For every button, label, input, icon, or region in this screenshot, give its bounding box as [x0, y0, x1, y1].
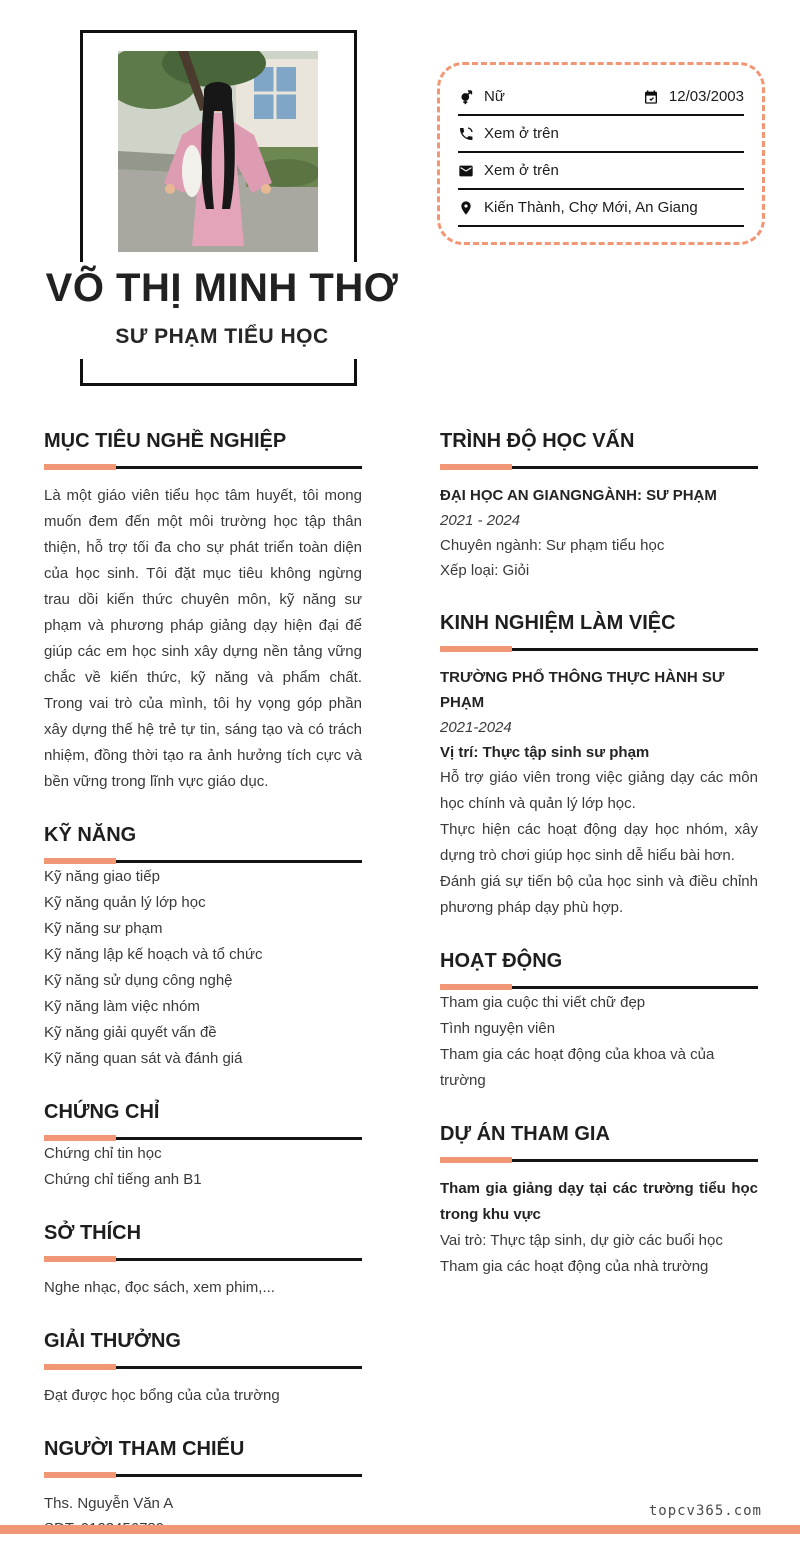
education-major: Chuyên ngành: Sư phạm tiểu học	[440, 537, 665, 554]
name-title-block	[20, 262, 424, 359]
gender-value: Nữ	[484, 88, 505, 105]
contact-row-address	[458, 190, 744, 227]
activities-list	[440, 990, 758, 1094]
left-column	[44, 428, 362, 1568]
education-school: ĐẠI HỌC AN GIANGNGÀNH: SƯ PHẠM	[440, 487, 717, 504]
projects-title: DỰ ÁN THAM GIA	[440, 1123, 610, 1145]
address-value: Kiến Thành, Chợ Mới, An Giang	[484, 199, 698, 216]
project-note: Tham gia các hoạt động của nhà trường	[440, 1258, 709, 1275]
section-activities	[440, 948, 758, 1094]
skill-item: Kỹ năng quản lý lớp học	[44, 894, 206, 911]
project-role: Vai trò: Thực tập sinh, dự giờ các buổi học	[440, 1232, 723, 1249]
objective-text: Là một giáo viên tiểu học tâm huyết, tôi mong muốn đem đến một môi trường học tập thân thiện, hỗ trợ tối đa cho sự phát triển toàn diện của học sinh. Tôi đặt mục tiêu không ngừng trau dồi kiến thức chuyên môn, kỹ năng sư phạm và phương pháp giảng dạy hiện đại để giúp các em học sinh xây dựng nền tảng vững chắc về kiến thức, kỹ năng và phẩm chất. Trong vai trò của mình, tôi hy vọng góp phần xây dựng thế hệ trẻ tự tin, sáng tạo và có trách nhiệm, đồng thời tạo ra ảnh hưởng tích cực và bền vững trong lĩnh vực giáo dục.	[44, 487, 362, 790]
project-name: Tham gia giảng dạy tại các trường tiểu học trong khu vực	[440, 1180, 758, 1223]
phone-value: Xem ở trên	[484, 125, 559, 142]
hobbies-text: Nghe nhạc, đọc sách, xem phim,...	[44, 1279, 275, 1296]
objective-title: MỤC TIÊU NGHỀ NGHIỆP	[44, 430, 287, 452]
education-title: TRÌNH ĐỘ HỌC VẤN	[440, 430, 635, 452]
profile-photo	[118, 51, 318, 252]
section-underline	[440, 646, 758, 652]
phone-icon	[458, 126, 474, 142]
hobbies-title: SỞ THÍCH	[44, 1222, 142, 1244]
activity-item: Tham gia các hoạt động của khoa và của trường	[440, 1046, 715, 1089]
section-awards	[44, 1328, 362, 1409]
section-certificates	[44, 1099, 362, 1193]
activity-item: Tham gia cuộc thi viết chữ đẹp	[440, 994, 646, 1011]
location-pin-icon	[458, 200, 474, 216]
right-column	[440, 428, 758, 1307]
section-education	[440, 428, 758, 583]
skill-item: Kỹ năng giải quyết vấn đề	[44, 1024, 217, 1041]
section-experience	[440, 610, 758, 921]
section-skills	[44, 822, 362, 1072]
certificates-title: CHỨNG CHỈ	[44, 1101, 160, 1123]
activity-item: Tình nguyện viên	[440, 1020, 556, 1037]
experience-company: TRƯỜNG PHỔ THÔNG THỰC HÀNH SƯ PHẠM	[440, 669, 725, 711]
experience-period: 2021-2024	[440, 719, 512, 736]
contact-row-email	[458, 153, 744, 190]
section-underline	[44, 1472, 362, 1478]
skill-item: Kỹ năng lập kế hoạch và tổ chức	[44, 946, 263, 963]
section-underline	[44, 464, 362, 470]
skill-item: Kỹ năng sử dụng công nghệ	[44, 972, 233, 989]
section-underline	[44, 1364, 362, 1370]
awards-title: GIẢI THƯỞNG	[44, 1330, 181, 1352]
education-period: 2021 - 2024	[440, 512, 521, 529]
skill-item: Kỹ năng giao tiếp	[44, 868, 160, 885]
experience-duty: Đánh giá sự tiến bộ của học sinh và điều chỉnh phương pháp dạy phù hợp.	[440, 873, 758, 916]
skill-item: Kỹ năng quan sát và đánh giá	[44, 1050, 243, 1067]
reference-name: Ths. Nguyễn Văn A	[44, 1495, 174, 1512]
dob-value: 12/03/2003	[668, 88, 744, 105]
skill-item: Kỹ năng sư phạm	[44, 920, 163, 937]
certificate-item: Chứng chỉ tin học	[44, 1145, 162, 1162]
section-underline	[440, 464, 758, 470]
experience-duty: Thực hiện các hoạt động dạy học nhóm, xây dựng trò chơi giúp học sinh dễ hiểu bài hơn.	[440, 821, 758, 864]
section-underline	[440, 1157, 758, 1163]
section-hobbies	[44, 1220, 362, 1301]
certificate-item: Chứng chỉ tiếng anh B1	[44, 1171, 202, 1188]
references-title: NGƯỜI THAM CHIẾU	[44, 1438, 245, 1460]
experience-duty: Hỗ trợ giáo viên trong việc giảng dạy các môn học chính và quản lý lớp học.	[440, 769, 758, 812]
activities-title: HOẠT ĐỘNG	[440, 950, 563, 972]
section-projects	[440, 1121, 758, 1280]
watermark-text: topcv365.com	[648, 1503, 762, 1519]
skills-list	[44, 864, 362, 1072]
section-objective	[44, 428, 362, 795]
experience-title: KINH NGHIỆM LÀM VIỆC	[440, 612, 676, 634]
gender-icon	[458, 89, 474, 105]
contact-card	[437, 62, 765, 245]
awards-text: Đạt được học bổng của của trường	[44, 1387, 280, 1404]
email-value: Xem ở trên	[484, 162, 559, 179]
calendar-icon	[643, 89, 659, 105]
candidate-job-title: SƯ PHẠM TIỂU HỌC	[115, 325, 329, 348]
candidate-name: VÕ THỊ MINH THƠ	[45, 266, 399, 310]
education-grade: Xếp loại: Giỏi	[440, 562, 530, 579]
certificates-list	[44, 1141, 362, 1193]
contact-row-phone	[458, 116, 744, 153]
section-underline	[44, 1256, 362, 1262]
contact-row-gender-dob	[458, 79, 744, 116]
experience-position: Vị trí: Thực tập sinh sư phạm	[440, 744, 650, 761]
skills-title: KỸ NĂNG	[44, 824, 137, 846]
skill-item: Kỹ năng làm việc nhóm	[44, 998, 200, 1015]
email-icon	[458, 163, 474, 179]
bottom-accent-bar	[0, 1525, 800, 1534]
